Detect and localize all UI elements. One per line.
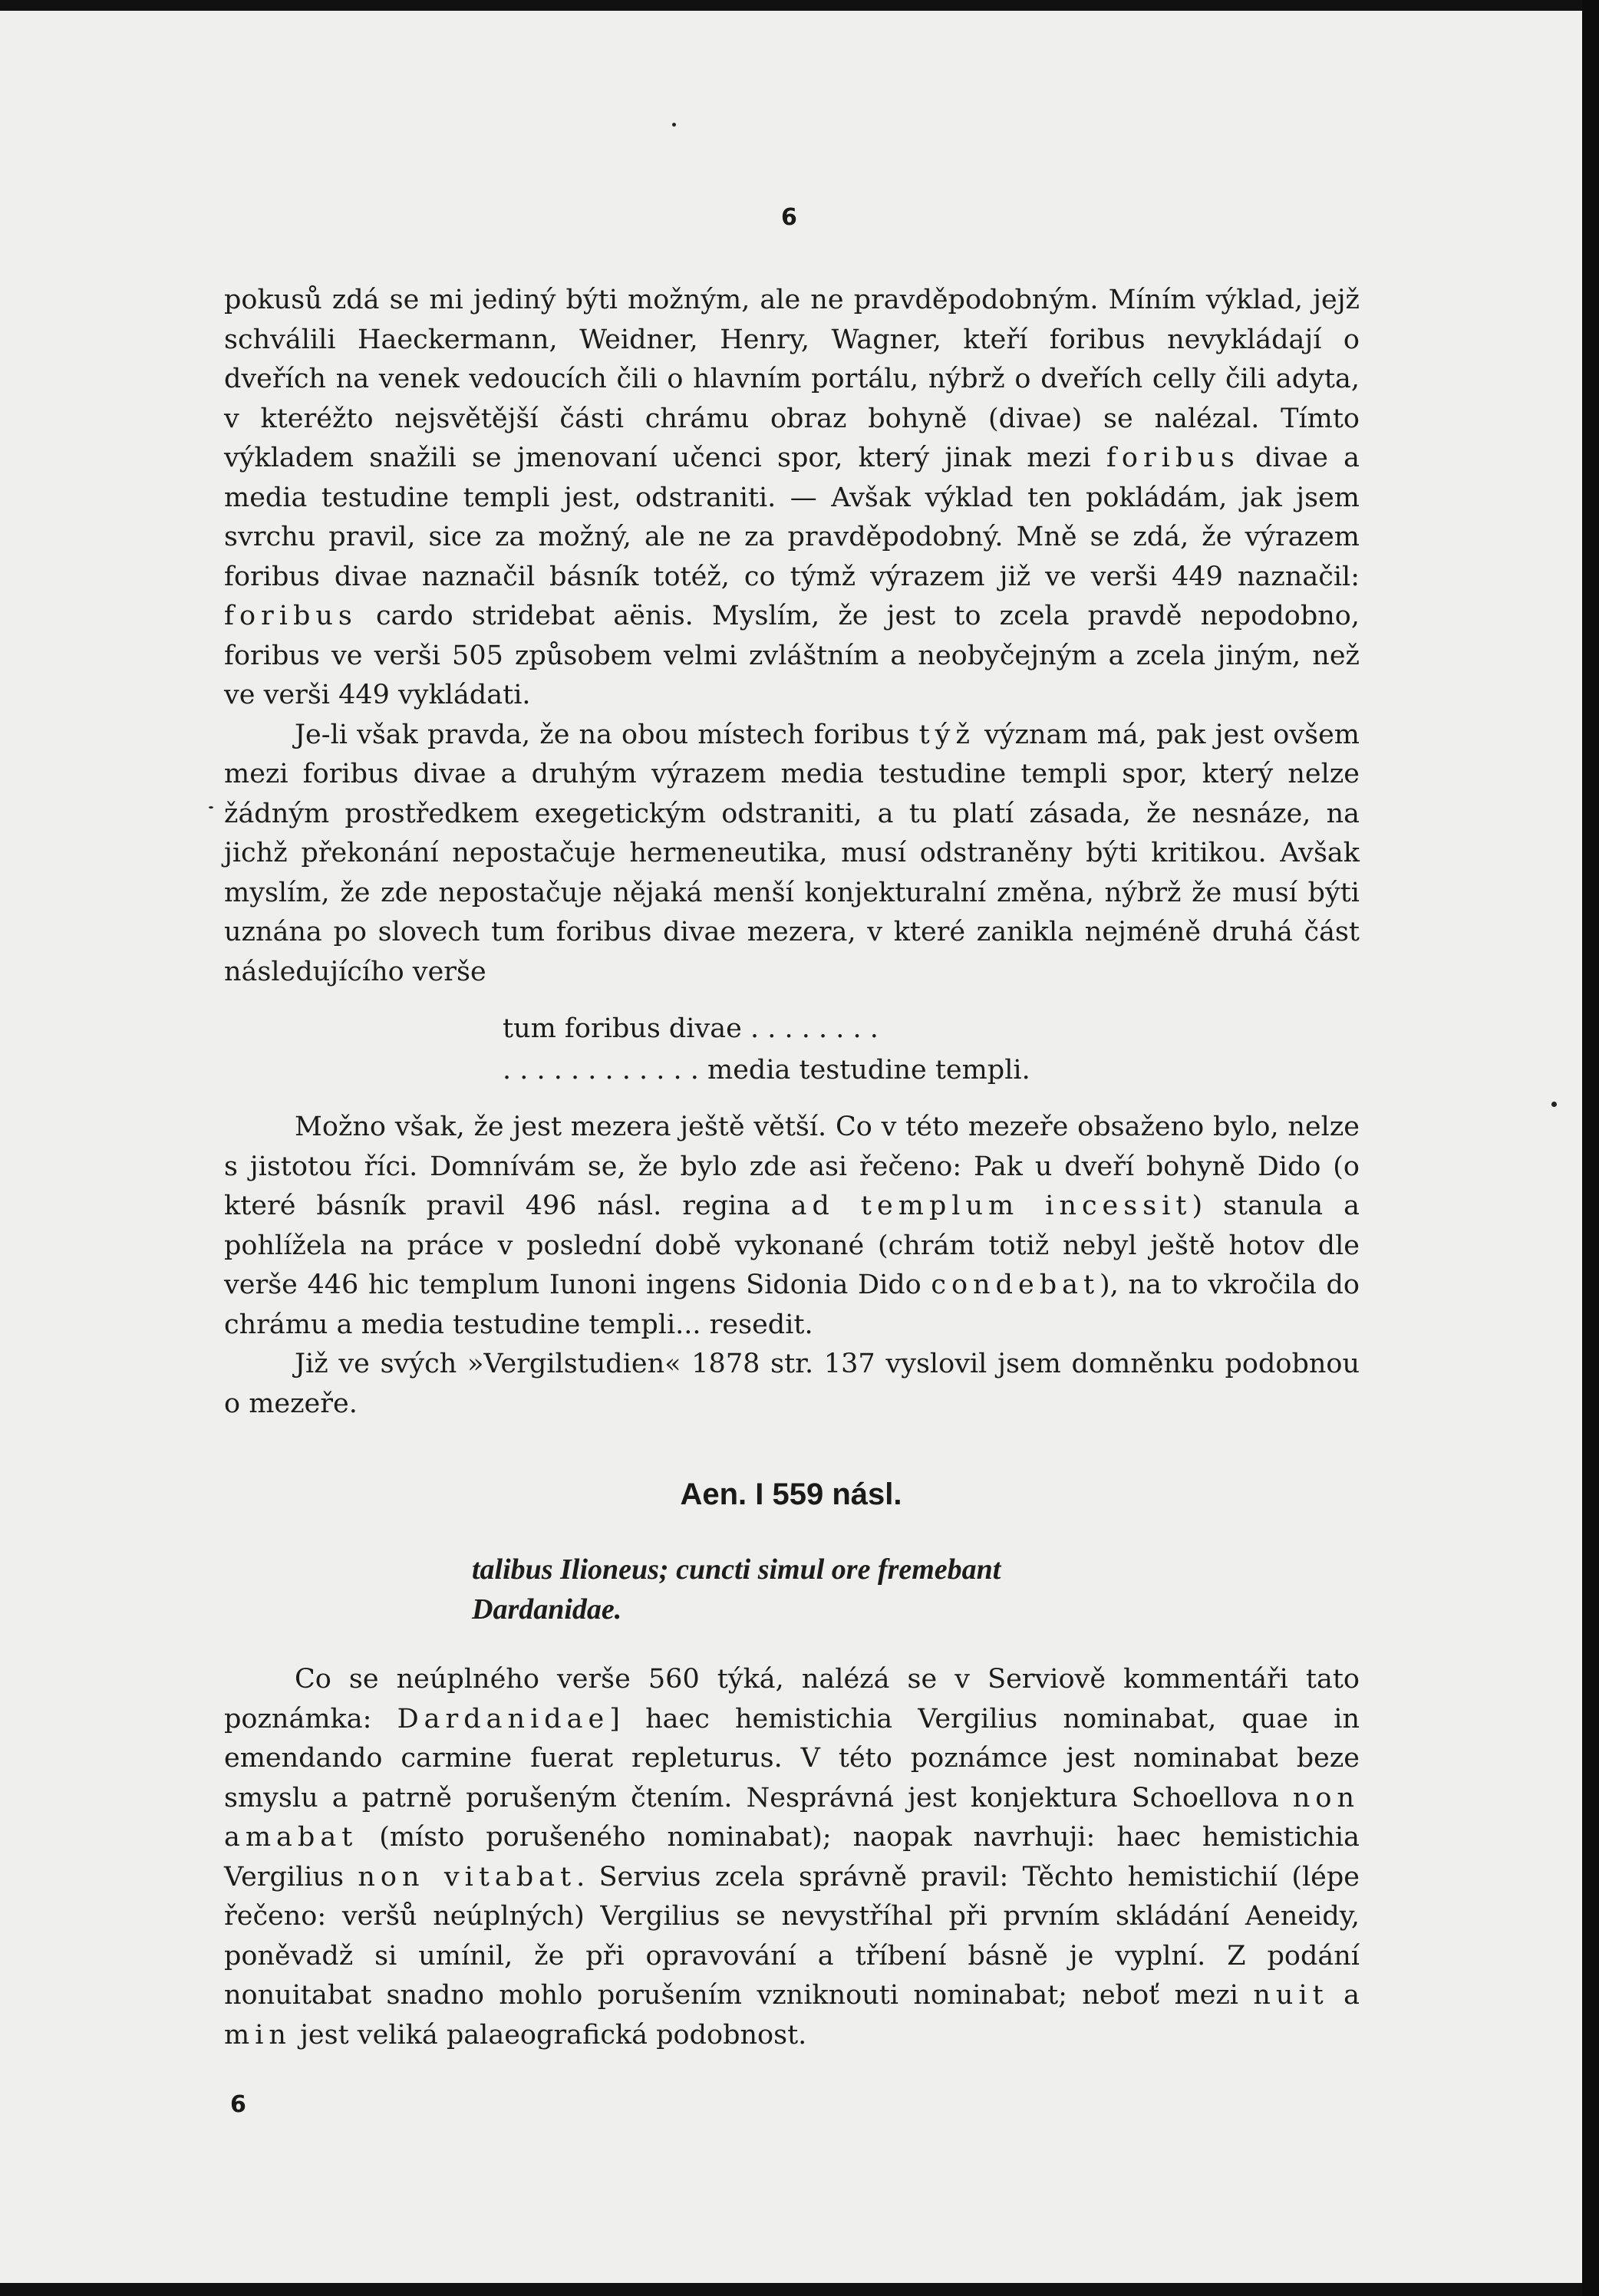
verse-quotation [503,1008,1030,1091]
paragraph-4: Již ve svých »Vergilstudien« 1878 str. 137 vyslovil jsem domněnku podobnou o mezeře. [224,1349,1360,1419]
print-speck [672,123,676,127]
scan-border-right [1582,0,1599,2296]
paragraph-3: Možno však, že jest mezera ještě větší. Co v této mezeře obsaženo bylo, nelze s jistotou říci. Domnívám se, že bylo zde asi řečeno: Pak u dveří bohyně Dido (o které básník pravil 496 násl. regina ad templum incessit) stanula a pohlížela na práce v poslední době vykonané (chrám totiž nebyl ještě hotov dle verše 446 hic templum Iunoni ingens Sidonia Dido condebat), na to vkročila do chrámu a media testudine templi... resedit. [224,1112,1360,1340]
page-number-bottom: 6 [230,2091,246,2118]
verse-line-2: . . . . . . . . . . . . media testudine templi. [503,1055,1030,1085]
epigraph-line-2: Dardanidae. [472,1593,622,1626]
epigraph-line-1: talibus Ilioneus; cuncti simul ore fremebant [472,1553,1001,1586]
paragraph-5: Co se neúplného verše 560 týká, nalézá se v Serviově kommentáři tato poznámka: Dardanidae] haec hemistichia Vergilius nominabat, quae in emendando carmine fuerat repleturus. V této poznámce jest nominabat beze smyslu a patrně porušeným čtením. Nesprávná jest konjektura Schoellova non amabat (místo porušeného nominabat); naopak navrhuji: haec hemistichia Vergilius non vitabat. Servius zcela správně pravil: Těchto hemistichií (lépe řečeno: veršů neúplných) Vergilius se nevystříhal při prvním skládání Aeneidy, poněvadž si umínil, že při opravování a tříbení básně je vyplní. Z podání nonuitabat snadno mohlo porušením vzniknouti nominabat; neboť mezi nuit a min jest veliká palaeografická podobnost. [224,1664,1360,2051]
body-section-2 [224,1108,1360,1424]
print-speck [209,806,213,809]
body-section-1 [224,281,1360,992]
epigraph-verse [472,1550,1001,1629]
verse-line-1: tum foribus divae . . . . . . . . [503,1013,879,1044]
section-heading: Aen. I 559 násl. [680,1477,902,1511]
print-speck [1551,1102,1557,1107]
page-number-top: 6 [781,204,797,231]
paragraph-1: pokusů zdá se mi jediný býti možným, ale ne pravděpodobným. Míním výklad, jejž schválili Haeckermann, Weidner, Henry, Wagner, kteří foribus nevykládají o dveřích na venek vedoucích čili o hlavním portálu, nýbrž o dveřích celly čili adyta, v kteréžto nejsvětější části chrámu obraz bohyně (divae) se nalézal. Tímto výkladem snažili se jmenovaní učenci spor, který jinak mezi foribus divae a media testudine templi jest, odstraniti. — Avšak výklad ten pokládám, jak jsem svrchu pravil, sice za možný, ale ne za pravděpodobný. Mně se zdá, že výrazem foribus divae naznačil básník totéž, co týmž výrazem již ve verši 449 naznačil: foribus cardo stridebat aënis. Myslím, že jest to zcela pravdě nepodobno, foribus ve verši 505 způsobem velmi zvláštním a neobyčejným a zcela jiným, než ve verši 449 vykládati. [224,285,1360,710]
body-section-3 [224,1660,1360,2055]
paragraph-2: Je-li však pravda, že na obou místech foribus týž význam má, pak jest ovšem mezi foribus divae a druhým výrazem media testudine templi spor, který nelze žádným prostředkem exegetickým odstraniti, a tu platí zásada, že nesnáze, na jichž překonání nepostačuje hermeneutika, musí odstraněny býti kritikou. Avšak myslím, že zde nepostačuje nějaká menší konjekturalní změna, nýbrž že musí býti uznána po slovech tum foribus divae mezera, v které zanikla nejméně druhá část následujícího verše [224,719,1360,987]
document-page [0,11,1582,2283]
